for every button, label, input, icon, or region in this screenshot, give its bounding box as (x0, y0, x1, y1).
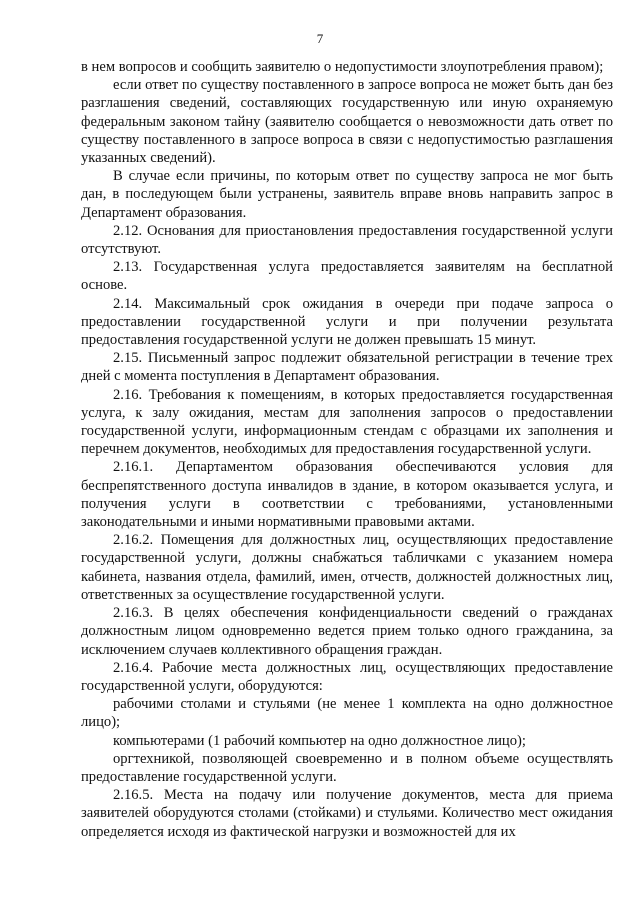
paragraph: в нем вопросов и сообщить заявителю о недопустимости злоупотребления правом); (81, 59, 604, 75)
paragraph: 2.16.5. Места на подачу или получение документов, места для приема заявителей оборудуются столами (стойками) и стульями. Количество мест ожидания определяется исходя из фактической нагрузки и возможностей для их (81, 787, 613, 840)
paragraph: если ответ по существу поставленного в запросе вопроса не может быть дан без разглашения сведений, составляющих государственную или иную охраняемую федеральным законом тайну (заявителю сообщается о невозможности дать ответ по существу поставленного в запросе вопроса в связи с недопустимостью разглашения указанных сведений). (81, 77, 613, 167)
paragraph: 2.16.2. Помещения для должностных лиц, осуществляющих предоставление государственной услуги, должны снабжаться табличками с указанием номера кабинета, названия отдела, фамилий, имен, отчеств, должностей должностных лиц, ответственных за осуществление государственной услуги. (81, 532, 613, 603)
list-item: компьютерами (1 рабочий компьютер на одно должностное лицо); (113, 732, 526, 749)
paragraph: 2.15. Письменный запрос подлежит обязательной регистрации в течение трех дней с момента поступления в Департамент образования. (81, 350, 613, 385)
paragraph: 2.14. Максимальный срок ожидания в очереди при подаче запроса о предоставлении государственной услуги и при получении результата предоставления государственной услуги не должен превышать 15 минут. (81, 295, 613, 349)
paragraph: В случае если причины, по которым ответ по существу запроса не мог быть дан, в последующем были устранены, заявитель вправе вновь направить запрос в Департамент образования. (81, 168, 613, 221)
page-number: 7 (316, 31, 324, 46)
paragraph: 2.16.1. Департаментом образования обеспечиваются условия для беспрепятственного доступа инвалидов в здание, в котором оказывается услуга, и получения услуги в соответствии с требованиями, установленными законодательными и иными нормативными правовыми актами. (81, 459, 613, 531)
paragraph: 2.16.3. В целях обеспечения конфиденциальности сведений о гражданах должностным лицом одновременно ведется прием только одного гражданина, за исключением случаев коллективного обращения граждан. (81, 605, 613, 658)
paragraph: 2.16.4. Рабочие места должностных лиц, осуществляющих предоставление государственной услуги, оборудуются: (81, 659, 613, 694)
list-item: оргтехникой, позволяющей своевременно и в полном объеме осуществлять предоставление государственной услуги. (81, 750, 613, 785)
paragraph: 2.16. Требования к помещениям, в которых предоставляется государственная услуга, к залу ожидания, местам для заполнения запросов о предоставлении государственной услуги, информационным стендам с образцами их заполнения и перечнем документов, необходимых для предоставления государственной услуги. (81, 386, 613, 458)
document-body (81, 58, 613, 841)
paragraph: 2.12. Основания для приостановления предоставления государственной услуги отсутствуют. (81, 222, 613, 258)
list-item: рабочими столами и стульями (не менее 1 комплекта на одно должностное лицо); (81, 696, 613, 731)
paragraph: 2.13. Государственная услуга предоставляется заявителям на бесплатной основе. (81, 259, 613, 294)
